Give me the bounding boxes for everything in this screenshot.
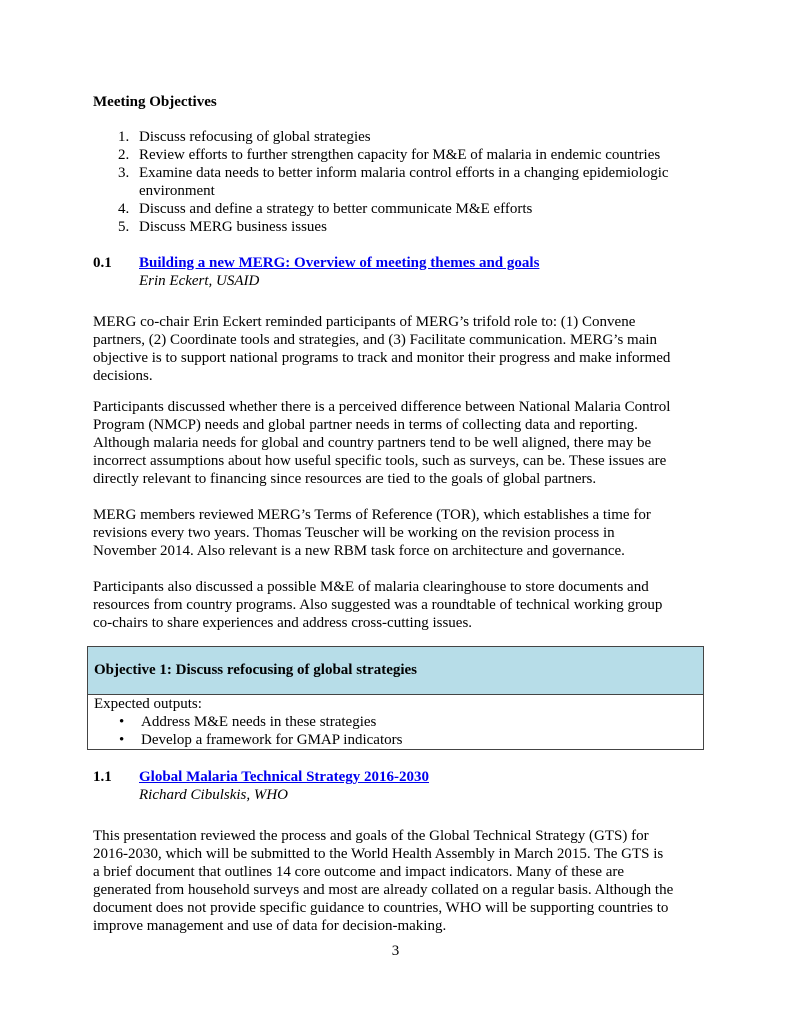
paragraph-line: Although malaria needs for global and country partners tend to be well aligned, there may be — [93, 435, 652, 451]
list-number: 3. — [118, 165, 130, 181]
paragraph — [93, 506, 651, 560]
paragraph-line: MERG co-chair Erin Eckert reminded participants of MERG’s trifold role to: (1) Convene — [93, 314, 636, 330]
paragraph-line: This presentation reviewed the process and goals of the Global Technical Strategy (GTS) for — [93, 828, 649, 844]
section-number: 1.1 — [93, 769, 112, 785]
paragraph-line: objective is to support national programs to track and monitor their progress and make informed — [93, 350, 671, 366]
list-number: 5. — [118, 219, 130, 235]
list-number: 1. — [118, 129, 130, 145]
paragraph-line: revisions every two years. Thomas Teuscher will be working on the revision process in — [93, 525, 615, 541]
paragraph-line: decisions. — [93, 368, 153, 384]
paragraph-line: Participants discussed whether there is a perceived difference between National Malaria Control — [93, 399, 671, 415]
bullet-item: • Develop a framework for GMAP indicators — [94, 731, 703, 749]
objectives-heading: Meeting Objectives — [93, 94, 217, 110]
objective-title: Objective 1: Discuss refocusing of global strategies — [88, 647, 703, 695]
paragraph-line: MERG members reviewed MERG’s Terms of Reference (TOR), which establishes a time for — [93, 507, 651, 523]
list-text: environment — [139, 183, 215, 199]
list-text: Discuss MERG business issues — [139, 219, 327, 235]
paragraph-line: Program (NMCP) needs and global partner needs in terms of collecting data and reporting. — [93, 417, 638, 433]
paragraph — [93, 398, 670, 488]
bullet-item: • Address M&E needs in these strategies — [94, 713, 703, 731]
section-title-link[interactable]: Building a new MERG: Overview of meeting themes and goals — [139, 255, 540, 271]
objective-box — [87, 646, 704, 750]
paragraph-line: a brief document that outlines 14 core outcome and impact indicators. Many of these are — [93, 864, 625, 880]
paragraph-line: generated from household surveys and most are already collated on a regular basis. Although the — [93, 882, 674, 898]
paragraph-line: partners, (2) Coordinate tools and strategies, and (3) Facilitate communication. MERG’s main — [93, 332, 658, 348]
list-text: Examine data needs to better inform malaria control efforts in a changing epidemiologic — [139, 165, 669, 181]
section-number: 0.1 — [93, 255, 112, 271]
section-title-link[interactable]: Global Malaria Technical Strategy 2016-2030 — [139, 769, 429, 785]
paragraph — [93, 313, 670, 385]
list-text: Discuss refocusing of global strategies — [139, 129, 371, 145]
paragraph-line: Participants also discussed a possible M&E of malaria clearinghouse to store documents and — [93, 579, 649, 595]
page-number: 3 — [391, 943, 400, 959]
list-text: Review efforts to further strengthen capacity for M&E of malaria in endemic countries — [139, 147, 661, 163]
paragraph-line: improve management and use of data for decision-making. — [93, 918, 447, 934]
list-text: Discuss and define a strategy to better communicate M&E efforts — [139, 201, 533, 217]
paragraph — [93, 578, 662, 632]
list-number: 4. — [118, 201, 130, 217]
paragraph-line: directly relevant to financing since resources are tied to the goals of global partners. — [93, 471, 597, 487]
paragraph-line: incorrect assumptions about how useful specific tools, such as surveys, can be. These issues are — [93, 453, 667, 469]
paragraph — [93, 827, 673, 935]
paragraph-line: November 2014. Also relevant is a new RBM task force on architecture and governance. — [93, 543, 625, 559]
list-number: 2. — [118, 147, 130, 163]
paragraph-line: co-chairs to share experiences and address cross-cutting issues. — [93, 615, 473, 631]
section-author: Richard Cibulskis, WHO — [139, 787, 289, 803]
expected-outputs-label: Expected outputs: — [94, 696, 202, 712]
paragraph-line: resources from country programs. Also suggested was a roundtable of technical working group — [93, 597, 663, 613]
paragraph-line: 2016-2030, which will be submitted to the World Health Assembly in March 2015. The GTS is — [93, 846, 664, 862]
section-author: Erin Eckert, USAID — [139, 273, 260, 289]
paragraph-line: document does not provide specific guidance to countries, WHO will be supporting countries to — [93, 900, 669, 916]
